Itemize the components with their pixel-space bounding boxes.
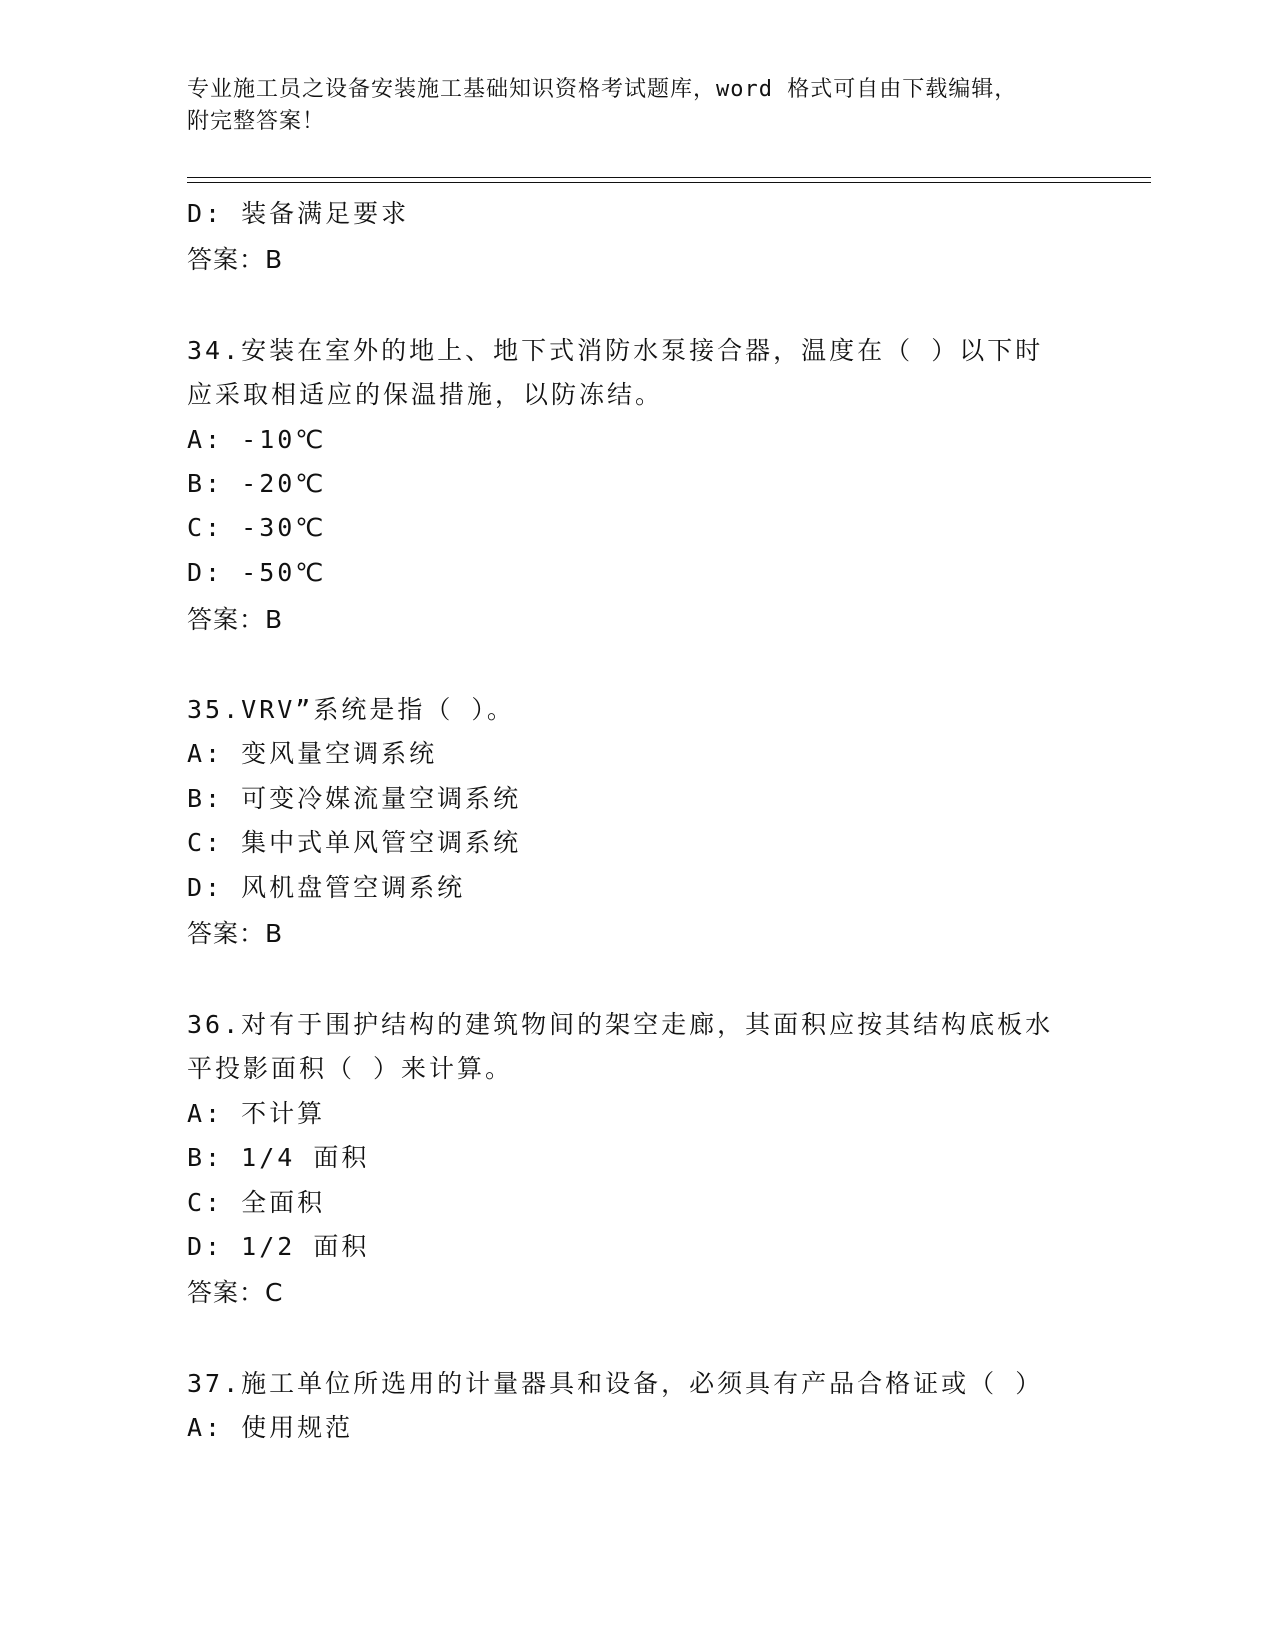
question-line: 36.对有于围护结构的建筑物间的架空走廊，其面积应按其结构底板水 [187, 1010, 1054, 1039]
answer-line: 答案：B [187, 605, 284, 634]
answer-line: 答案：C [187, 1278, 284, 1307]
header-line-1: 专业施工员之设备安装施工基础知识资格考试题库，word 格式可自由下载编辑， [187, 77, 1018, 102]
option-line: A: 不计算 [187, 1099, 326, 1128]
document-header [187, 74, 1087, 138]
question-line: 应采取相适应的保温措施，以防冻结。 [187, 380, 664, 409]
answer-line: 答案：B [187, 245, 284, 274]
question-line: 37.施工单位所选用的计量器具和设备，必须具有产品合格证或（ ） [187, 1369, 1044, 1398]
question-line: 平投影面积（ ）来计算。 [187, 1054, 514, 1083]
option-line: C: -30℃ [187, 513, 327, 542]
question-line: 34.安装在室外的地上、地下式消防水泵接合器，温度在（ ）以下时 [187, 336, 1044, 365]
header-divider-top [187, 177, 1151, 178]
option-line: D: 1/2 面积 [187, 1232, 370, 1261]
option-line: C: 全面积 [187, 1188, 326, 1217]
option-line: D: 装备满足要求 [187, 199, 410, 228]
question-line: 35.VRV”系统是指（ ）。 [187, 695, 515, 724]
option-line: D: 风机盘管空调系统 [187, 873, 466, 902]
answer-line: 答案：B [187, 919, 284, 948]
option-line: A: 变风量空调系统 [187, 739, 438, 768]
option-line: A: -10℃ [187, 425, 327, 454]
option-line: B: 可变冷媒流量空调系统 [187, 784, 522, 813]
option-line: B: -20℃ [187, 469, 327, 498]
option-line: C: 集中式单风管空调系统 [187, 828, 522, 857]
option-line: B: 1/4 面积 [187, 1143, 370, 1172]
header-line-2: 附完整答案！ [187, 109, 326, 134]
option-line: A: 使用规范 [187, 1413, 354, 1442]
option-line: D: -50℃ [187, 558, 327, 587]
header-divider-bottom [187, 182, 1151, 183]
